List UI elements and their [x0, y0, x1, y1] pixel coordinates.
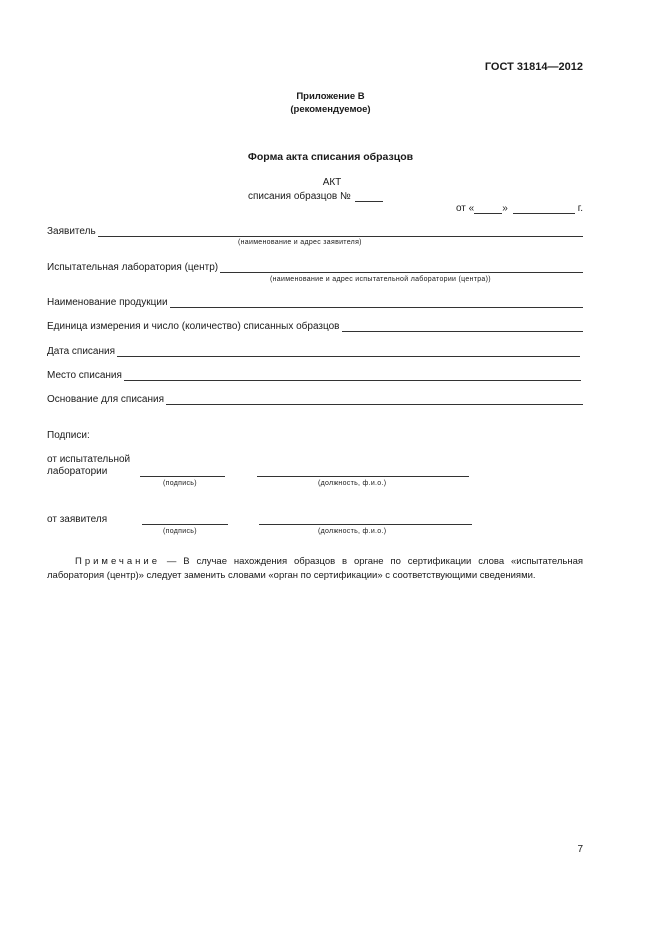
- basis-field[interactable]: [166, 395, 583, 405]
- place-field[interactable]: [124, 371, 581, 381]
- act-date: [456, 202, 583, 214]
- date-row: [47, 346, 580, 357]
- unit-row: [47, 321, 583, 332]
- lab-label: Испытательная лаборатория (центр): [47, 262, 219, 273]
- lab-position-field[interactable]: [257, 476, 469, 477]
- basis-label: Основание для списания: [47, 394, 165, 405]
- lab-signature-label-2: лаборатории: [47, 466, 108, 477]
- note-label: Примечание: [75, 556, 160, 567]
- note-text: — В случае нахождения образцов в органе по сертификации слова «испытательная лаборатория (центр)» следует заменить словами «орган по сертификации» с соответствующими сведениями.: [47, 556, 583, 581]
- act-title: АКТ: [322, 177, 342, 188]
- applicant-field[interactable]: [98, 227, 583, 237]
- place-row: [47, 370, 581, 381]
- basis-row: [47, 394, 583, 405]
- appendix-title: Приложение В: [296, 91, 365, 102]
- lab-signature-field[interactable]: [140, 476, 225, 477]
- applicant-signature-label: от заявителя: [47, 514, 108, 525]
- date-from-text: от «: [455, 203, 475, 214]
- unit-label: Единица измерения и число (количество) списанных образцов: [47, 321, 340, 332]
- lab-row: [47, 262, 583, 273]
- form-title: Форма акта списания образцов: [247, 151, 414, 163]
- page-number: 7: [577, 844, 583, 855]
- product-label: Наименование продукции: [47, 297, 168, 308]
- date-day-field[interactable]: [474, 202, 502, 214]
- applicant-hint: (наименование и адрес заявителя): [238, 239, 362, 246]
- date-label: Дата списания: [47, 346, 116, 357]
- lab-hint: (наименование и адрес испытательной лаборатории (центра)): [270, 276, 491, 283]
- applicant-position-hint: (должность, ф.и.о.): [318, 528, 387, 535]
- appendix-status: (рекомендуемое): [290, 104, 371, 115]
- lab-position-hint: (должность, ф.и.о.): [318, 480, 387, 487]
- applicant-row: [47, 226, 583, 237]
- lab-signature-label-1: от испытательной: [47, 454, 131, 465]
- applicant-signature-field[interactable]: [142, 524, 228, 525]
- standard-number: ГОСТ 31814—2012: [484, 61, 583, 73]
- act-subtitle-text: списания образцов №: [248, 191, 351, 202]
- applicant-label: Заявитель: [47, 226, 96, 237]
- date-year-text: г.: [577, 203, 583, 214]
- unit-field[interactable]: [342, 322, 584, 332]
- date-month-field[interactable]: [513, 202, 575, 214]
- place-label: Место списания: [47, 370, 122, 381]
- product-field[interactable]: [170, 298, 583, 308]
- lab-signature-hint: (подпись): [163, 480, 197, 487]
- act-subtitle: [248, 190, 383, 202]
- product-row: [47, 297, 583, 308]
- act-number-field[interactable]: [355, 190, 383, 202]
- note: [47, 555, 583, 583]
- date-field[interactable]: [117, 347, 580, 357]
- signatures-heading: Подписи:: [47, 430, 90, 441]
- applicant-position-field[interactable]: [259, 524, 472, 525]
- applicant-signature-hint: (подпись): [163, 528, 197, 535]
- lab-field[interactable]: [220, 263, 583, 273]
- date-mid-text: »: [502, 203, 508, 214]
